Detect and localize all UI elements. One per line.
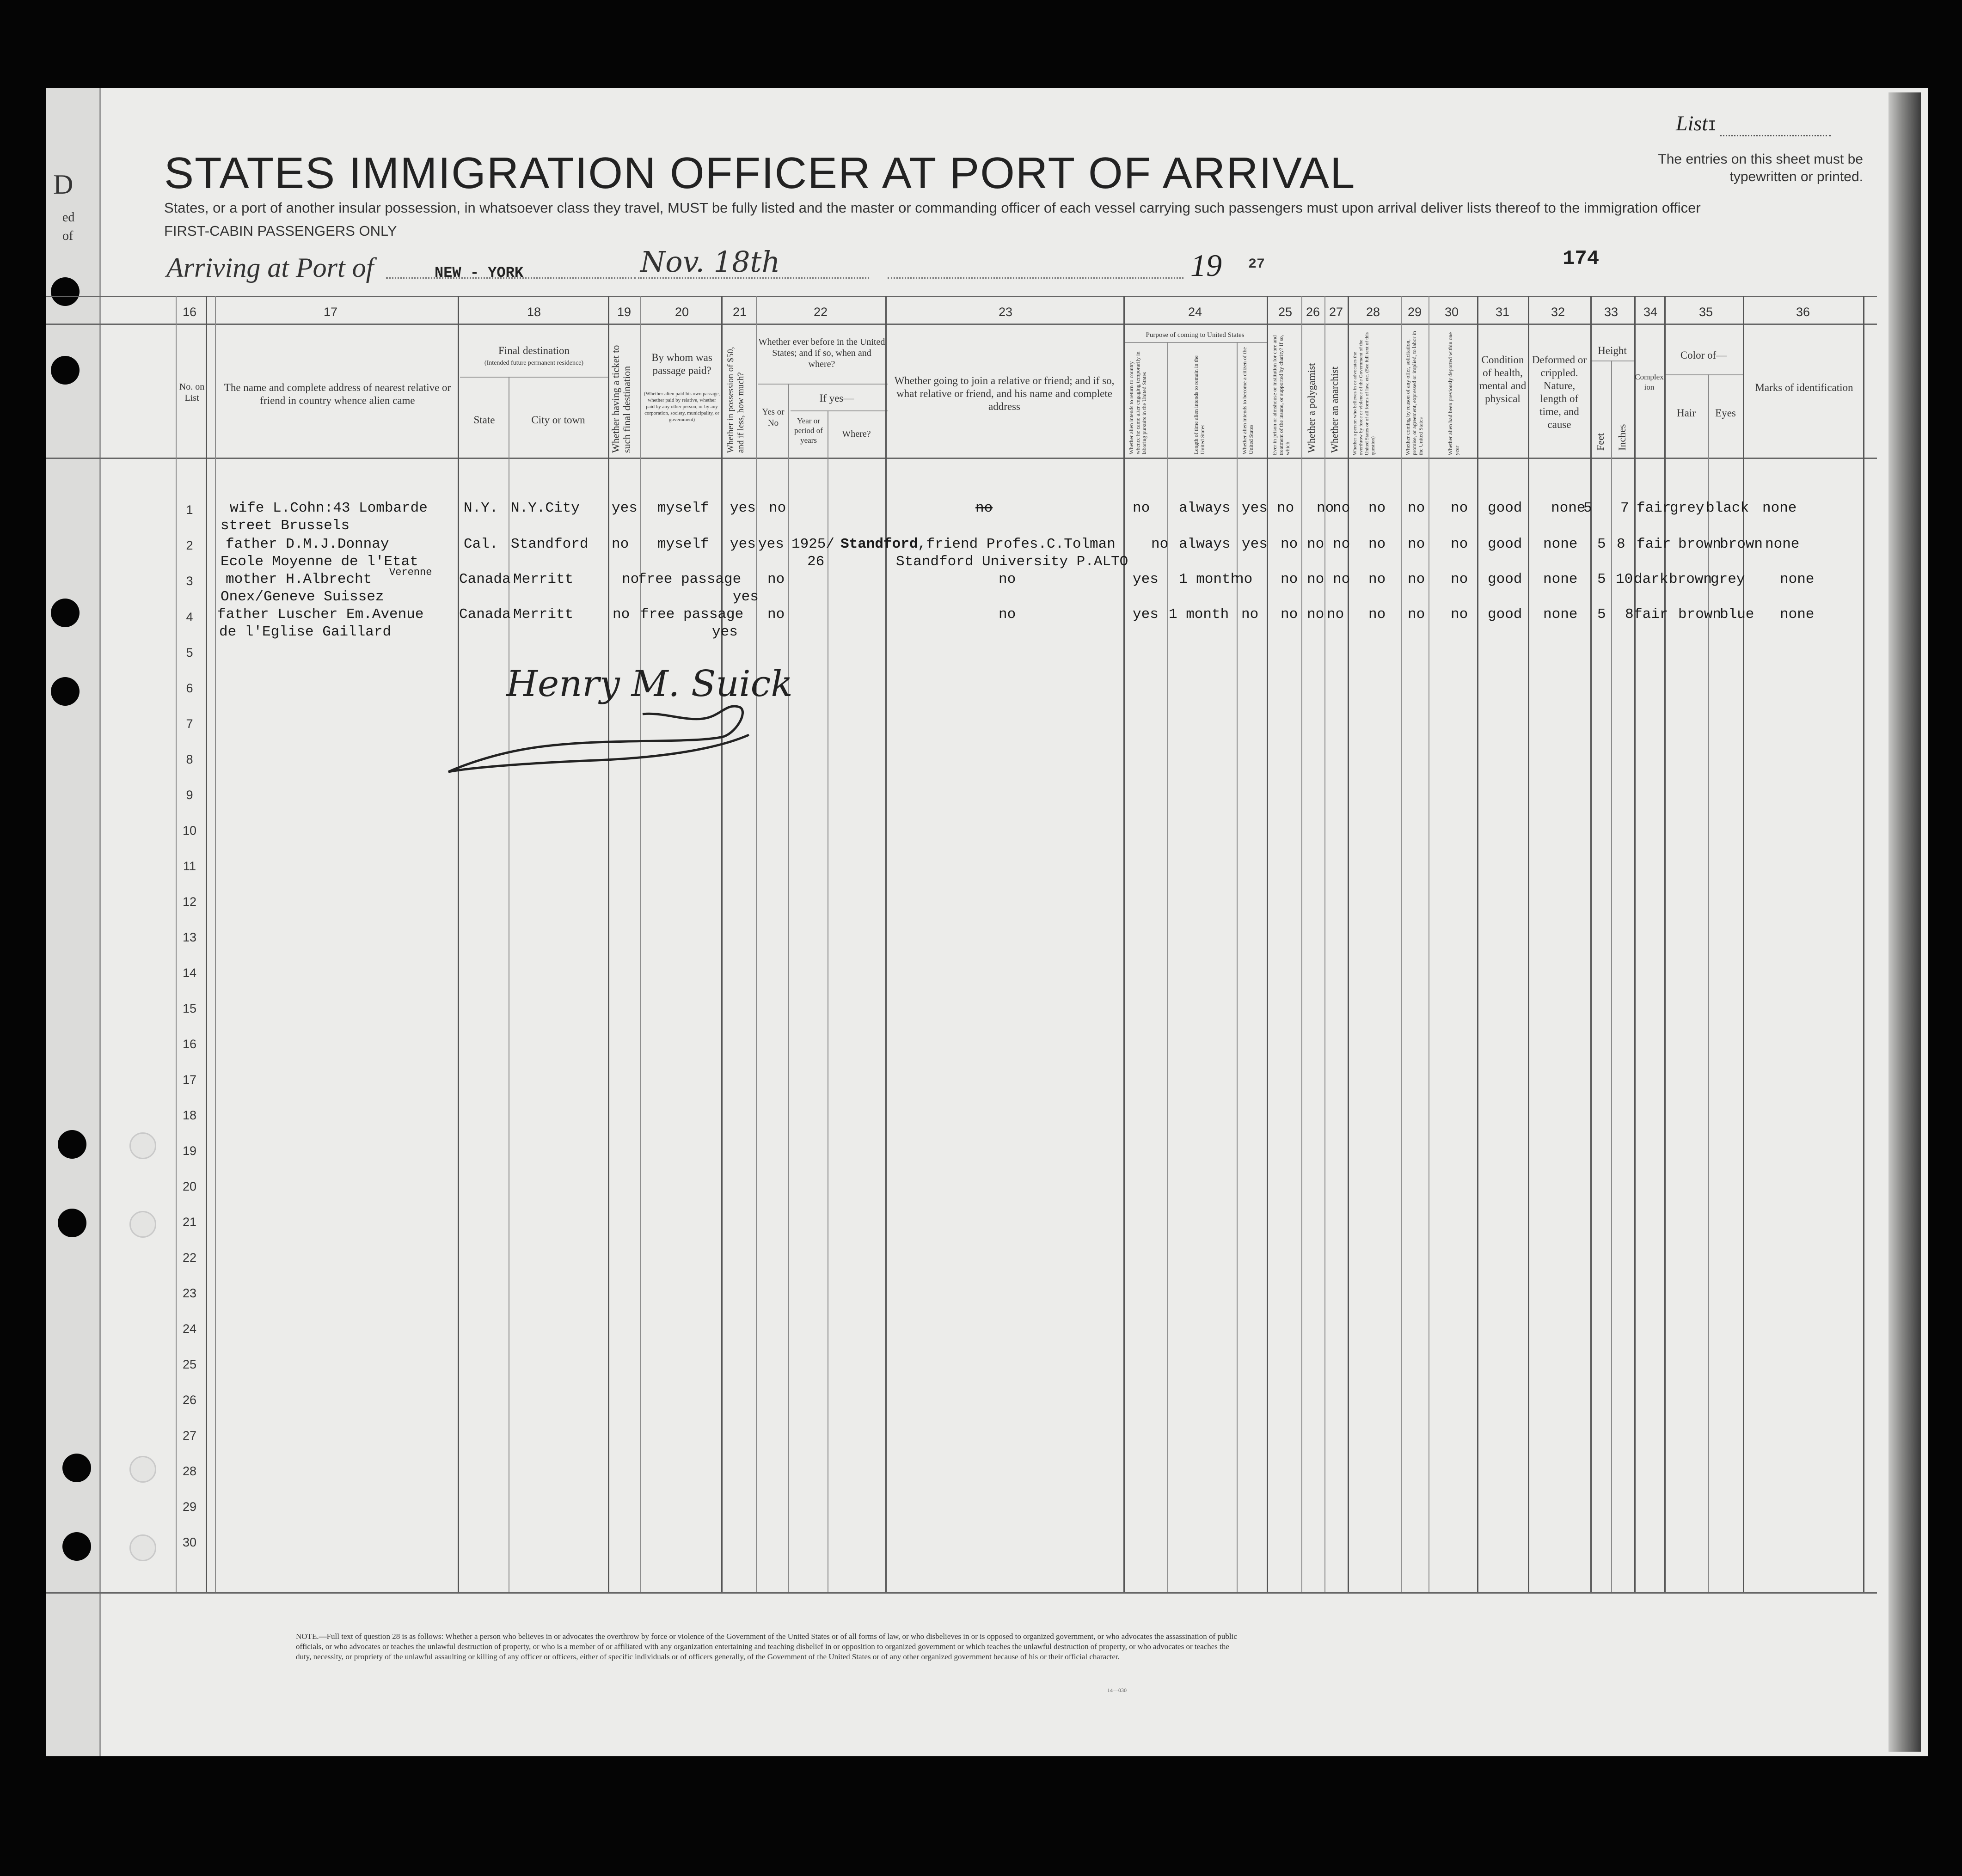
date-line: [638, 277, 869, 279]
dest-state: Canada: [459, 606, 511, 623]
list-value: I: [1708, 118, 1717, 135]
col-rule: [1324, 296, 1325, 1592]
col-rule: [1167, 342, 1168, 1592]
punch-hole: [51, 356, 80, 385]
row-number: 26: [182, 1393, 197, 1407]
header-height: Height: [1598, 345, 1627, 356]
strip-char-2: ed: [62, 210, 75, 225]
table-bottom-rule: [46, 1592, 1877, 1594]
arrival-date: Nov. 18th: [640, 245, 780, 279]
header-health: Condition of health, mental and physical: [1479, 354, 1527, 404]
page-number: 174: [1563, 247, 1600, 270]
header-ticket: Whether having a ticket to such final destination: [610, 345, 632, 453]
col-num: 17: [324, 305, 338, 319]
join-relative: no: [999, 606, 1016, 623]
row-number: 15: [182, 1002, 197, 1015]
col-num: 27: [1329, 305, 1343, 319]
header-fifty-dollars: Whether in possession of $50, and if less, how much?: [726, 347, 746, 453]
header-state: State: [473, 414, 495, 426]
paid-by: myself: [657, 536, 709, 552]
col-num: 25: [1278, 305, 1293, 319]
arriving-label: Arriving at Port of: [166, 252, 374, 283]
relative-address: Onex/Geneve Suissez: [221, 589, 384, 605]
row-number: 7: [186, 717, 193, 731]
anarchist: no: [1333, 500, 1350, 516]
punch-hole: [62, 1532, 91, 1561]
row-number: 27: [182, 1429, 197, 1442]
row-number: 23: [182, 1286, 197, 1300]
ticket: yes: [612, 500, 638, 516]
question-28: no: [1368, 606, 1386, 623]
before-subrule: [758, 384, 888, 385]
paid-by: free passage: [640, 606, 744, 623]
fifty-dollars: yes: [730, 536, 756, 552]
row-number: 13: [182, 930, 197, 944]
officer-signature: Henry M. Suick: [506, 663, 793, 705]
header-purpose-citizen: Whether alien intends to become a citizen of the United States: [1241, 347, 1254, 454]
color-subrule: [1664, 374, 1743, 375]
join-relative: ,friend Profes.C.Tolman: [918, 536, 1116, 552]
before-years: 1925/: [791, 536, 835, 552]
complexion: dark: [1634, 571, 1668, 587]
column-number-rule: [46, 324, 1877, 325]
table-top-rule: [46, 296, 1877, 297]
identification-marks: none: [1765, 536, 1800, 552]
col-rule: [1123, 296, 1125, 1592]
col-rule: [788, 384, 789, 1592]
deported: no: [1451, 536, 1468, 552]
purpose-length: 1 month: [1179, 571, 1239, 587]
col-rule: [1863, 296, 1864, 1592]
relative-address: father D.M.J.Donnay: [226, 536, 389, 552]
complexion: fair: [1637, 536, 1671, 552]
col-rule: [1528, 296, 1529, 1592]
row-number: 8: [186, 752, 193, 766]
right-page-edge: [1888, 92, 1921, 1752]
join-relative: no: [975, 500, 993, 516]
instructions-line: States, or a port of another insular possession, in whatsoever class they travel, MUST be fully listed and the master or commanding officer of each vessel carrying such passengers must upon arrival deliver lists thereof to the immigration officer: [164, 200, 1701, 216]
height-inches: 7: [1620, 500, 1629, 516]
hair-color: brown: [1678, 606, 1722, 623]
col-rule: [1743, 296, 1744, 1592]
eye-color: blue: [1720, 606, 1754, 623]
header-anarchist: Whether an anarchist: [1329, 367, 1340, 453]
row-number: 9: [186, 788, 193, 802]
deported: no: [1451, 606, 1468, 623]
col-num: 21: [733, 305, 747, 319]
fifty-dollars: yes: [730, 500, 756, 516]
identification-marks: none: [1762, 500, 1797, 516]
question-29: no: [1408, 536, 1425, 552]
identification-marks: none: [1780, 571, 1815, 587]
header-deported: Whether alien had been previously deported within one year: [1447, 332, 1460, 455]
purpose-return: yes: [1133, 606, 1159, 623]
manifest-sheet: [46, 88, 1928, 1756]
header-deformed: Deformed or crippled. Nature, length of time, and cause: [1532, 354, 1587, 430]
row-number: 3: [186, 574, 193, 588]
header-question-29: Whether coming by reason of any offer, solicitation, promise, or agreement, expressed or implied, to labor in the United States: [1404, 331, 1424, 455]
col-rule: [1708, 374, 1709, 1592]
faint-hole: [129, 1132, 156, 1159]
paid-by: free passage: [638, 571, 742, 587]
ticket: no: [622, 571, 639, 587]
header-no-on-list: No. on List: [179, 382, 205, 403]
header-city: City or town: [531, 414, 585, 426]
question-28-note: NOTE.—Full text of question 28 is as follows: Whether a person who believes in or advocates the overthrow by force or violence of the Government of the United States or of all forms of law, or who disbelieves in or is opposed to organized government, or who advocates the assassination of public officials, or who advocates or teaches the unlawful destruction of property, or who is a member of or affiliated with any organization entertaining and teaching disbelief in or opposition to organized government or which teaches the unlawful destruction of property, or who advocates or teaches the duty, necessity, or propriety of the unlawful assaulting or killing of any officer or officers, either of specific individuals or of officers generally, of the Government of the United States or of any other organized government because of his or their official character.: [296, 1632, 1237, 1661]
prison: no: [1281, 571, 1298, 587]
strip-char-1: D: [53, 169, 74, 200]
row-number: 30: [182, 1535, 197, 1549]
header-before-in-us: Whether ever before in the United States; and if so, when and where?: [758, 337, 885, 369]
before-years: 26: [807, 554, 825, 570]
purpose-subrule: [1123, 342, 1267, 343]
row-number: 6: [186, 681, 193, 695]
col-num: 32: [1551, 305, 1565, 319]
polygamist: no: [1307, 536, 1324, 552]
health: good: [1488, 606, 1522, 623]
header-year: Year or period of years: [794, 416, 823, 445]
anarchist: no: [1333, 571, 1350, 587]
header-hair: Hair: [1677, 407, 1696, 419]
header-complexion: Complexion: [1635, 373, 1664, 391]
header-relative: The name and complete address of nearest relative or friend in country whence alien came: [224, 382, 451, 406]
entries-note: The entries on this sheet must be typewritten or printed.: [1658, 152, 1863, 184]
col-num: 35: [1699, 305, 1713, 319]
col-rule: [206, 296, 207, 1592]
col-num: 23: [999, 305, 1013, 319]
question-29: no: [1408, 571, 1425, 587]
header-paid-by: By whom was passage paid?: [651, 352, 712, 376]
punch-hole: [58, 1130, 86, 1159]
col-rule: [1401, 296, 1402, 1592]
row-number: 17: [182, 1073, 197, 1087]
dest-subrule: [460, 377, 608, 378]
header-inches: Inches: [1616, 424, 1628, 451]
col-rule: [640, 296, 641, 1592]
prison: no: [1281, 606, 1298, 623]
prison: no: [1281, 536, 1298, 552]
fifty-dollars: no: [767, 606, 785, 623]
blank-line: [888, 277, 1183, 279]
relative-address: street Brussels: [221, 518, 350, 534]
health: good: [1488, 500, 1522, 516]
col-num: 33: [1604, 305, 1619, 319]
faint-hole: [129, 1456, 156, 1483]
strip-char-3: of: [62, 229, 74, 243]
col-rule: [756, 296, 757, 1592]
dest-state: Canada: [459, 571, 511, 587]
col-num: 34: [1643, 305, 1658, 319]
col-num: 26: [1306, 305, 1320, 319]
row-number: 22: [182, 1251, 197, 1265]
question-28: no: [1368, 571, 1386, 587]
purpose-length: always: [1179, 500, 1231, 516]
row-number: 12: [182, 895, 197, 909]
health: good: [1488, 536, 1522, 552]
relative-overstrike: Verenne: [389, 567, 432, 578]
header-eyes: Eyes: [1715, 407, 1736, 419]
deformed: none: [1551, 500, 1586, 516]
list-label: ListI: [1676, 111, 1717, 135]
purpose-return: no: [1133, 500, 1150, 516]
punch-hole: [51, 677, 80, 706]
dest-state: N.Y.: [464, 500, 498, 516]
dest-city: Merritt: [513, 606, 574, 623]
header-color-of: Color of—: [1680, 349, 1727, 361]
col-num: 24: [1188, 305, 1202, 319]
row-number: 20: [182, 1179, 197, 1193]
dest-city: Standford: [511, 536, 589, 552]
relative-address: father Luscher Em.Avenue: [217, 606, 424, 623]
list-dotted-line: [1720, 135, 1831, 136]
row-number: 4: [186, 610, 193, 624]
row-number: 24: [182, 1322, 197, 1336]
col-num: 28: [1366, 305, 1380, 319]
header-polygamist: Whether a polygamist: [1306, 363, 1317, 453]
paid-by: myself: [657, 500, 709, 516]
col-num: 29: [1408, 305, 1422, 319]
identification-marks: none: [1780, 606, 1815, 623]
polygamist: no: [1307, 606, 1324, 623]
purpose-return: no: [1151, 536, 1169, 552]
col-num: 18: [527, 305, 541, 319]
eye-color: brown: [1720, 536, 1763, 552]
header-feet: Feet: [1594, 433, 1606, 451]
purpose-citizen: yes: [1242, 536, 1268, 552]
join-relative: no: [999, 571, 1016, 587]
header-marks: Marks of identification: [1755, 382, 1853, 393]
anarchist: no: [1327, 606, 1344, 623]
purpose-citizen: no: [1235, 571, 1253, 587]
header-prison: Ever in prison or almshouse or institution for care and treatment of the insane, or supported by charity? If so, which: [1271, 335, 1291, 455]
question-28: no: [1368, 536, 1386, 552]
col-rule: [885, 296, 887, 1592]
relative-address: mother H.Albrecht: [226, 571, 372, 587]
col-num: 19: [617, 305, 632, 319]
header-where: Where?: [842, 429, 871, 439]
before-where: Standford: [840, 536, 918, 552]
fifty-dollars: no: [767, 571, 785, 587]
col-rule: [215, 296, 216, 1592]
height-inches: 8: [1625, 606, 1634, 623]
col-rule: [1301, 296, 1302, 1592]
faint-hole: [129, 1534, 156, 1561]
height-feet: 5: [1583, 500, 1592, 516]
ticket: no: [613, 606, 630, 623]
col-rule: [1664, 296, 1666, 1592]
punch-hole: [58, 1209, 86, 1237]
relative-address: Ecole Moyenne de l'Etat: [221, 554, 418, 570]
punch-hole: [51, 599, 80, 627]
form-code: 14—030: [1107, 1687, 1127, 1693]
relative-address: wife L.Cohn:43 Lombarde: [230, 500, 428, 516]
complexion: fair: [1637, 500, 1671, 516]
port-value: NEW - YORK: [435, 264, 524, 281]
col-rule: [608, 296, 609, 1592]
ifyes-subrule: [791, 410, 888, 411]
row-number: 29: [182, 1500, 197, 1514]
fifty-dollars: yes: [712, 624, 738, 640]
punch-hole: [51, 277, 80, 306]
row-number: 1: [186, 503, 193, 517]
row-number: 18: [182, 1108, 197, 1122]
hair-color: grey: [1670, 500, 1704, 516]
col-num: 22: [814, 305, 828, 319]
purpose-length: 1 month: [1169, 606, 1229, 623]
question-29: no: [1408, 500, 1425, 516]
header-final-destination: Final destination: [498, 345, 570, 356]
anarchist: no: [1333, 536, 1350, 552]
before-in-us: no: [769, 500, 786, 516]
header-bottom-rule: [46, 458, 1877, 459]
purpose-citizen: yes: [1242, 500, 1268, 516]
year-suffix: 27: [1248, 257, 1265, 272]
row-number: 21: [182, 1215, 197, 1229]
before-in-us: yes: [758, 536, 784, 552]
flourish-stroke: [448, 706, 749, 772]
row-number: 16: [182, 1037, 197, 1051]
header-purpose: Purpose of coming to United States: [1146, 331, 1245, 339]
question-28: no: [1368, 500, 1386, 516]
col-rule: [458, 296, 459, 1592]
deported: no: [1451, 571, 1468, 587]
purpose-return: yes: [1133, 571, 1159, 587]
deformed: none: [1543, 606, 1578, 623]
col-num: 20: [675, 305, 689, 319]
first-cabin-label: FIRST-CABIN PASSENGERS ONLY: [164, 223, 397, 239]
ticket: no: [612, 536, 629, 552]
polygamist: no: [1307, 571, 1324, 587]
year-prefix: 19: [1190, 248, 1222, 283]
dest-state: Cal.: [464, 536, 498, 552]
col-rule: [1590, 296, 1592, 1592]
col-rule: [1267, 296, 1268, 1592]
col-num: 31: [1496, 305, 1510, 319]
header-question-28: Whether a person who believes in or advocates the overthrow by force or violence of the Government of the United States or of all forms of law, etc. (See full text of this question): [1352, 332, 1376, 455]
header-purpose-return: Whether alien intends to return to country whence he came after engaging temporarily in laboring pursuits in the United States: [1128, 351, 1147, 454]
height-inches: 8: [1617, 536, 1625, 552]
dest-city: Merritt: [513, 571, 574, 587]
header-purpose-length: Length of time alien intends to remain in the United States: [1193, 355, 1206, 454]
col-num: 30: [1445, 305, 1459, 319]
height-feet: 5: [1597, 536, 1606, 552]
deported: no: [1451, 500, 1468, 516]
complexion: fair: [1634, 606, 1668, 623]
join-relative: Standford University P.ALTO: [896, 554, 1128, 570]
page-title: STATES IMMIGRATION OFFICER AT PORT OF ARRIVAL: [164, 148, 1356, 198]
header-yes-no: Yes or No: [762, 407, 785, 428]
height-inches: 10: [1616, 571, 1633, 587]
eye-color: black: [1706, 500, 1749, 516]
row-number: 25: [182, 1357, 197, 1371]
header-join-relative: Whether going to join a relative or friend; and if so, what relative or friend, and his name and complete address: [894, 375, 1115, 412]
row-number: 11: [183, 859, 196, 873]
header-if-yes: If yes—: [819, 392, 854, 404]
eye-color: grey: [1711, 571, 1745, 587]
punch-hole: [62, 1454, 91, 1482]
question-29: no: [1408, 606, 1425, 623]
height-feet: 5: [1597, 571, 1606, 587]
purpose-citizen: no: [1241, 606, 1259, 623]
row-number: 28: [182, 1464, 197, 1478]
header-paid-by-note: (Whether alien paid his own passage, whether paid by relative, whether paid by any other person, or by any corporation, society, municipality, or government): [644, 391, 720, 422]
faint-hole: [129, 1211, 156, 1238]
left-page-strip: [46, 88, 101, 1756]
row-number: 19: [182, 1144, 197, 1158]
row-number: 5: [186, 646, 193, 660]
hair-color: brown: [1678, 536, 1722, 552]
polygamist: no: [1317, 500, 1334, 516]
col-rule: [721, 296, 723, 1592]
col-rule: [1611, 361, 1612, 1592]
header-final-destination-note: (Intended future permanent residence): [484, 360, 584, 367]
deformed: none: [1543, 536, 1578, 552]
deformed: none: [1543, 571, 1578, 587]
col-num: 16: [183, 305, 197, 319]
row-number: 14: [182, 966, 197, 980]
row-number: 10: [182, 824, 197, 837]
signature-flourish: [444, 693, 823, 786]
col-rule: [1477, 296, 1478, 1592]
purpose-length: always: [1179, 536, 1231, 552]
height-feet: 5: [1597, 606, 1606, 623]
prison: no: [1277, 500, 1294, 516]
col-rule: [1634, 296, 1636, 1592]
dest-city: N.Y.City: [511, 500, 580, 516]
row-number: 2: [186, 538, 193, 552]
col-rule: [1348, 296, 1349, 1592]
hair-color: brown: [1669, 571, 1712, 587]
health: good: [1488, 571, 1522, 587]
col-rule: [1237, 342, 1238, 1592]
col-num: 36: [1796, 305, 1810, 319]
fifty-dollars: yes: [733, 589, 759, 605]
relative-address: de l'Eglise Gaillard: [219, 624, 392, 640]
